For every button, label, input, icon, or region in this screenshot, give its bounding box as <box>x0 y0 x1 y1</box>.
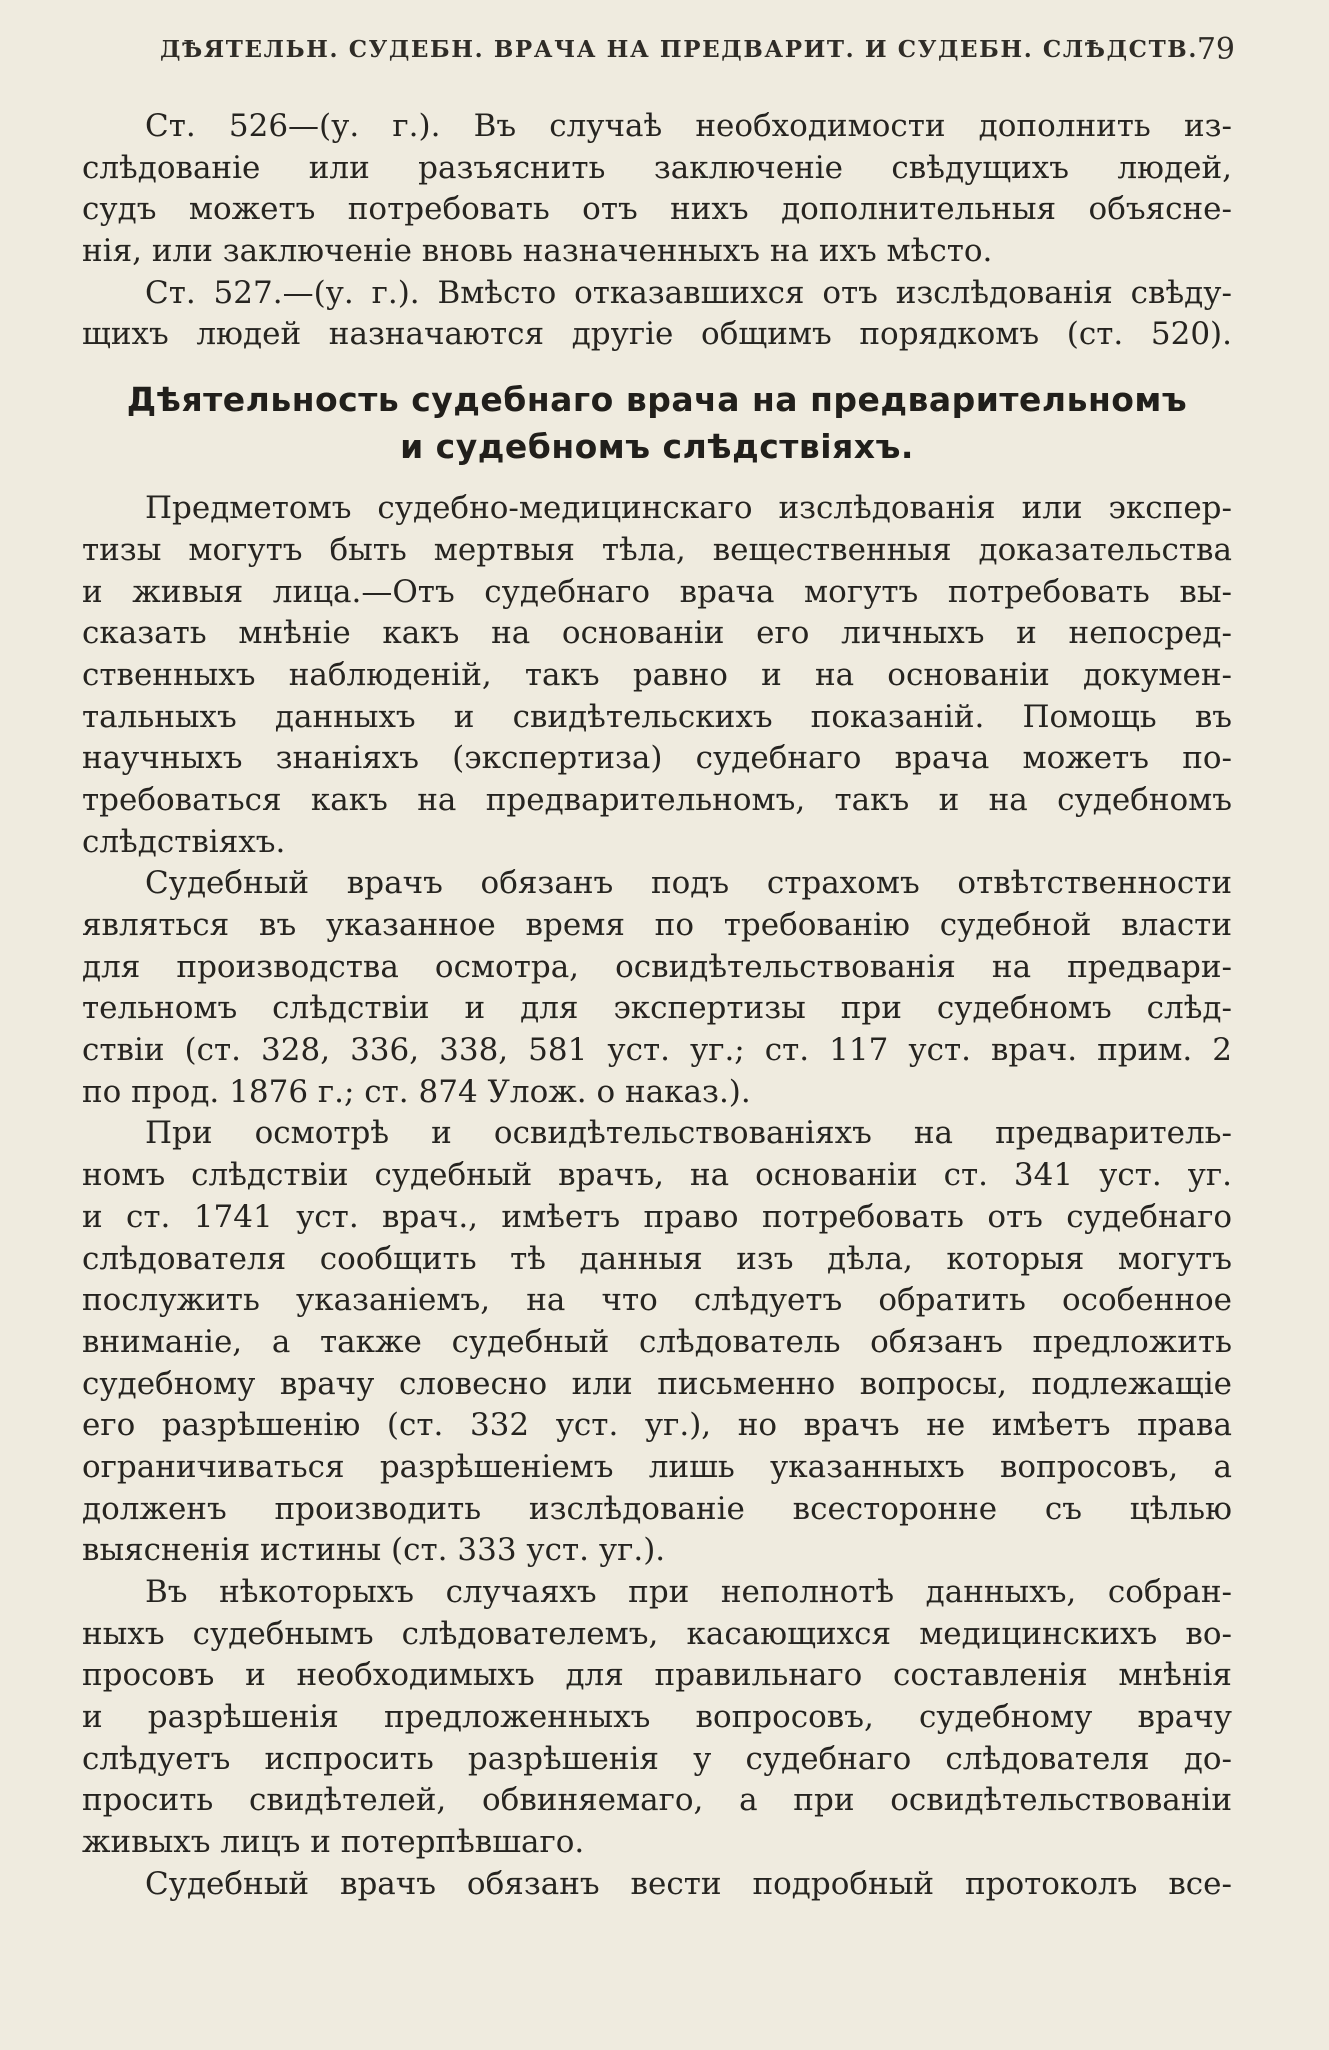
running-title: ДѢЯТЕЛЬН. СУДЕБН. ВРАЧА НА ПРЕДВАРИТ. И СУДЕБН. СЛѢДСТВ. <box>160 36 1198 63</box>
paragraph-3 <box>82 1113 1232 1572</box>
text-line: Въ нѣкоторыхъ случаяхъ при неполнотѣ данныхъ, собран- <box>145 1574 1232 1610</box>
heading-line: и судебномъ слѣдствіяхъ. <box>400 427 914 467</box>
text-line: выясненія истины (ст. 333 уст. уг.). <box>82 1532 666 1569</box>
text-line: ограничиваться разрѣшеніемъ лишь указанныхъ вопросовъ, а <box>82 1448 1232 1485</box>
text-line: его разрѣшенію (ст. 332 уст. уг.), но врачъ не имѣетъ права <box>82 1407 1232 1444</box>
text-line: ственныхъ наблюденій, такъ равно и на основаніи докумен- <box>82 656 1232 693</box>
section-heading <box>82 376 1232 470</box>
paragraph-4 <box>82 1572 1232 1864</box>
text-line: ныхъ судебнымъ слѣдователемъ, касающихся медицинскихъ во- <box>82 1615 1232 1652</box>
text-line: являться въ указанное время по требованію судебной власти <box>82 907 1232 943</box>
text-line: послужить указаніемъ, на что слѣдуетъ обратить особенное <box>82 1282 1232 1319</box>
text-line: слѣдствіяхъ. <box>82 823 286 860</box>
text-line: живыхъ лицъ и потерпѣвшаго. <box>82 1824 585 1861</box>
paragraph-5 <box>82 1864 1232 1906</box>
text-line: просовъ и необходимыхъ для правильнаго составленія мнѣнія <box>82 1657 1232 1694</box>
page-number: 79 <box>1196 32 1235 67</box>
text-line: для производства осмотра, освидѣтельствованія на предвари- <box>82 948 1232 985</box>
text-line: тизы могутъ быть мертвыя тѣла, вещественныя доказательства <box>82 531 1232 568</box>
text-line: Ст. 527.—(у. г.). Вмѣсто отказавшихся отъ изслѣдованія свѣду- <box>145 274 1232 311</box>
text-line: нія, или заключеніе вновь назначенныхъ на ихъ мѣсто. <box>82 233 993 270</box>
text-line: щихъ людей назначаются другіе общимъ порядкомъ (ст. 520). <box>82 316 1232 353</box>
text-line: и ст. 1741 уст. врач., имѣетъ право потребовать отъ судебнаго <box>82 1198 1232 1235</box>
text-line: слѣдованіе или разъяснить заключеніе свѣдущихъ людей, <box>82 149 1232 186</box>
text-line: номъ слѣдствіи судебный врачъ, на основаніи ст. 341 уст. уг. <box>82 1157 1232 1194</box>
text-line: слѣдуетъ испросить разрѣшенія у судебнаго слѣдователя до- <box>82 1740 1232 1777</box>
text-line: тельномъ слѣдствіи и для экспертизы при судебномъ слѣд- <box>82 990 1232 1027</box>
text-line: Судебный врачъ обязанъ подъ страхомъ отвѣтственности <box>145 865 1232 902</box>
text-line: сказать мнѣніе какъ на основаніи его личныхъ и непосред- <box>82 615 1232 652</box>
paragraph-2 <box>82 863 1232 1113</box>
text-line: тальныхъ данныхъ и свидѣтельскихъ показаній. Помощь въ <box>82 698 1232 735</box>
text-line: При осмотрѣ и освидѣтельствованіяхъ на предваритель- <box>145 1115 1232 1152</box>
article-527 <box>82 273 1232 356</box>
text-line: научныхъ знаніяхъ (экспертиза) судебнаго врача можетъ по- <box>82 740 1232 777</box>
article-526 <box>82 106 1232 273</box>
text-line: долженъ производить изслѣдованіе всесторонне съ цѣлью <box>82 1490 1232 1527</box>
text-line: и живыя лица.—Отъ судебнаго врача могутъ потребовать вы- <box>82 573 1232 610</box>
page-body <box>82 106 1232 1906</box>
text-line: Ст. 526—(у. г.). Въ случаѣ необходимости дополнить из- <box>145 108 1232 144</box>
text-line: судъ можетъ потребовать отъ нихъ дополнительныя объясне- <box>82 191 1232 228</box>
text-line: Предметомъ судебно-медицинскаго изслѣдованія или экспер- <box>145 490 1232 527</box>
text-line: и разрѣшенія предложенныхъ вопросовъ, судебному врачу <box>82 1699 1232 1736</box>
running-head <box>160 32 1235 76</box>
text-line: судебному врачу словесно или письменно вопросы, подлежащіе <box>82 1365 1232 1402</box>
text-line: слѣдователя сообщить тѣ данныя изъ дѣла, которыя могутъ <box>82 1240 1232 1277</box>
text-line: Судебный врачъ обязанъ вести подробный протоколъ все- <box>145 1865 1232 1902</box>
text-line: вниманіе, а также судебный слѣдователь обязанъ предложить <box>82 1323 1232 1360</box>
heading-line: Дѣятельность судебнаго врача на предварительномъ <box>126 380 1188 420</box>
paragraph-1 <box>82 488 1232 863</box>
text-line: просить свидѣтелей, обвиняемаго, а при освидѣтельствованіи <box>82 1782 1232 1819</box>
text-line: требоваться какъ на предварительномъ, такъ и на судебномъ <box>82 781 1232 818</box>
text-line: ствіи (ст. 328, 336, 338, 581 уст. уг.; ст. 117 уст. врач. прим. 2 <box>82 1032 1232 1069</box>
text-line: по прод. 1876 г.; ст. 874 Улож. о наказ.). <box>82 1073 751 1110</box>
